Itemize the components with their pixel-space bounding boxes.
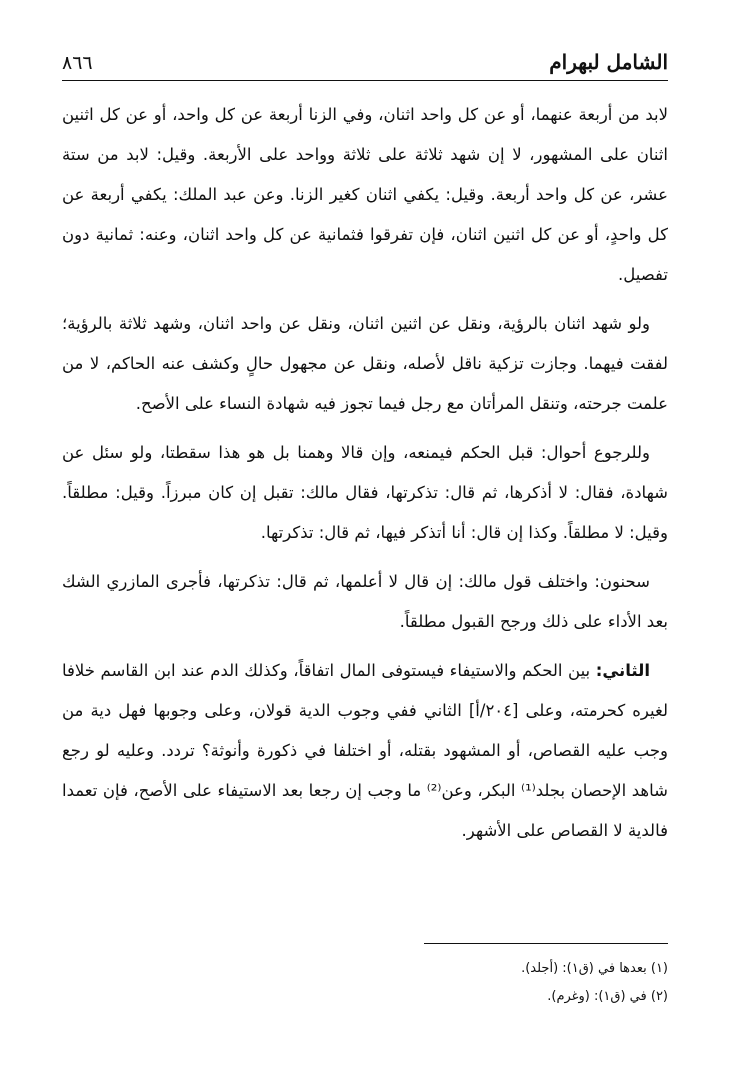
paragraph-text: وللرجوع أحوال: قبل الحكم فيمنعه، وإن قالا وهمنا بل هو هذا سقطتا، ولو سئل عن شهادة، فقال: لا أذكرها، ثم قال: تذكرتها، فقال مالك: تقبل إن كان مبرزاً. وقيل: مطلقاً. وقيل: لا مطلقاً. وكذا إن قال: أنا أتذكر فيها، ثم قال: تذكرتها. bbox=[62, 443, 668, 542]
paragraph-text: لابد من أربعة عنهما، أو عن كل واحد اثنان، وفي الزنا أربعة عن كل واحد، أو عن كل اثنين اثنان على المشهور، لا إن شهد ثلاثة على ثلاثة وواحد على الأربعة. وقيل: لابد من ستة عشر، عن كل واحد أربعة. وقيل: يكفي اثنان كغير الزنا. وعن عبد الملك: يكفي أربعة عن كل واحدٍ، أو عن كل اثنين اثنان، فإن تفرقوا فثمانية عن كل واحد اثنان، وعنه: ثمانية دون تفصيل. bbox=[62, 105, 668, 284]
footnote-rule bbox=[424, 943, 668, 944]
paragraph-text: بين الحكم والاستيفاء فيستوفى المال اتفاقاً، وكذلك الدم عند ابن القاسم خلافا لغيره كحرمته، وعلى [٢٠٤/أ] الثاني ففي وجوب الدية قولان، وعلى وجوبها فهل دية من وجب عليه القصاص، أو المشهود بقتله، أو اختلفا في ذكورة وأنوثة؟ تردد. وعليه لو رجع شاهد الإحصان بجلد⁽¹⁾ البكر، وعن⁽²⁾ ما وجب إن رجعا بعد الاستيفاء على الأصح، فإن تعمدا فالدية لا القصاص على الأشهر. bbox=[62, 661, 668, 840]
paragraph-4 bbox=[62, 562, 668, 642]
running-header bbox=[62, 40, 668, 74]
paragraph-5 bbox=[62, 651, 668, 851]
paragraph-2 bbox=[62, 304, 668, 424]
footnote-2: (٢) في (ق١): (وغرم). bbox=[547, 989, 668, 1004]
paragraph-text: ولو شهد اثنان بالرؤية، ونقل عن اثنين اثنان، ونقل عن واحد اثنان، وشهد ثلاثة بالرؤية؛ لفقت فيهما. وجازت تزكية ناقل لأصله، ونقل عن مجهول حالٍ وكشف عنه الحاكم، لا من علمت جرحته، وتنقل المرأتان مع رجل فيما تجوز فيه شهادة النساء على الأصح. bbox=[62, 314, 668, 413]
main-text bbox=[62, 95, 668, 860]
paragraph-3 bbox=[62, 433, 668, 553]
page-number: ٨٦٦ bbox=[62, 52, 93, 74]
running-title: الشامل لبهرام bbox=[549, 50, 668, 74]
footnotes bbox=[62, 955, 668, 1011]
paragraph-1 bbox=[62, 95, 668, 295]
footnote-1: (١) بعدها في (ق١): (أجلد). bbox=[521, 961, 668, 976]
paragraph-text: سحنون: واختلف قول مالك: إن قال لا أعلمها، ثم قال: تذكرتها، فأجرى المازري الشك بعد الأداء على ذلك ورجح القبول مطلقاً. bbox=[62, 572, 668, 631]
header-rule bbox=[62, 80, 668, 81]
paragraph-lead: الثاني: bbox=[595, 661, 650, 680]
